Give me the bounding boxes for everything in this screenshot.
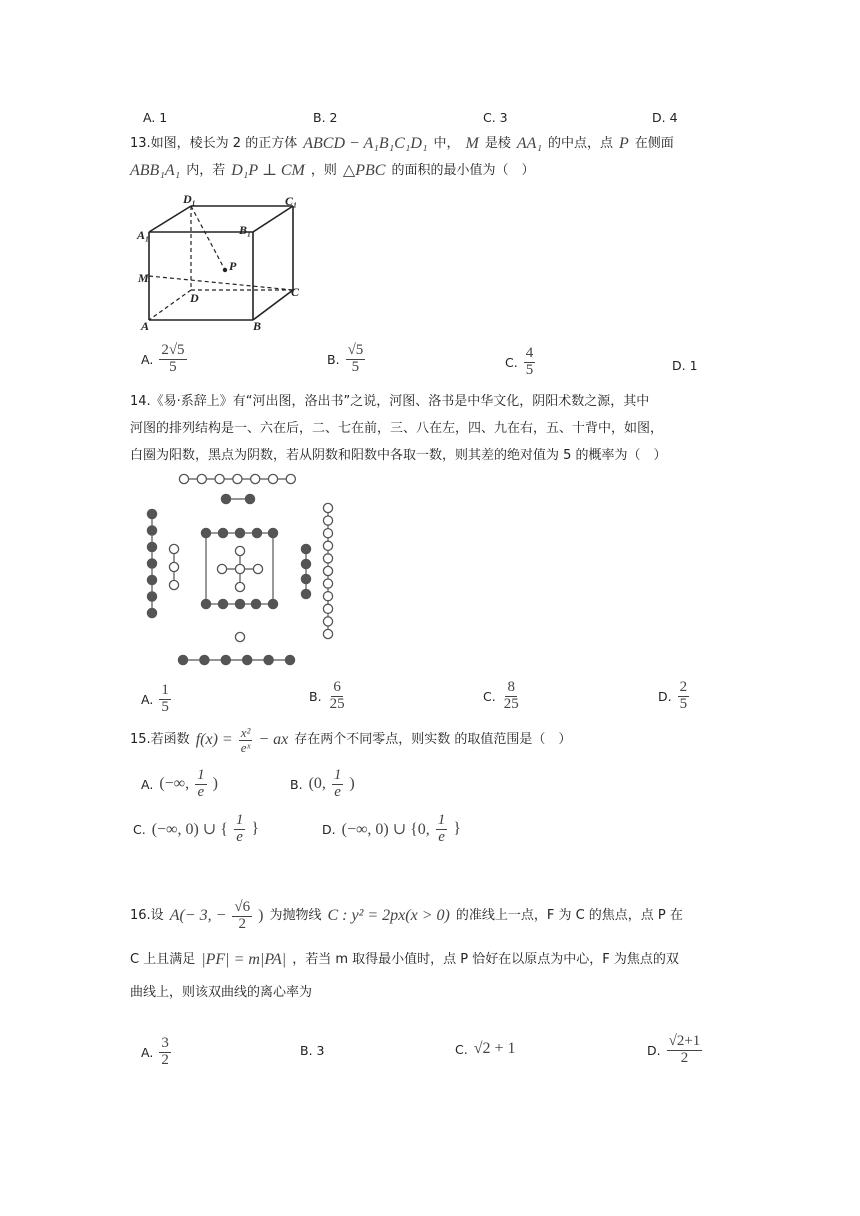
option-prefix: D.	[647, 1042, 661, 1058]
option-value: (0,	[308, 775, 326, 793]
option-prefix: B.	[327, 351, 340, 367]
option-prefix: D.	[658, 688, 672, 704]
yang-dot	[235, 546, 244, 555]
numerator: 1	[197, 767, 205, 783]
yin-dot	[268, 599, 277, 608]
q16-parabola: C : y² = 2px(x > 0)	[327, 907, 450, 925]
yin-dot	[147, 575, 156, 584]
yang-dot	[197, 474, 206, 483]
denominator: 25	[329, 695, 345, 712]
numerator: 2	[679, 679, 688, 695]
q16-point-a: A(− 3, −	[169, 907, 227, 925]
q12-option-d: D. 4	[652, 110, 678, 125]
q15-option-c	[133, 813, 259, 846]
q13-option-c	[505, 346, 535, 379]
q15-text: 15.若函数	[130, 732, 190, 748]
yang-dot	[323, 503, 332, 512]
q14-stem-line3: 白圈为阳数，黑点为阴数，若从阴数和阳数中各取一数，则其差的绝对值为 5 的概率为（ ）	[130, 448, 667, 463]
option-value: (−∞, 0) ∪ {	[151, 821, 228, 839]
q13-text: ，则	[310, 163, 337, 178]
q13-edge-aa1: AA₁	[516, 135, 542, 152]
fraction	[524, 346, 536, 379]
q16-stem-line3: 曲线上，则该双曲线的离心率为	[130, 985, 313, 1000]
q13-triangle: △PBC	[342, 162, 386, 179]
q15-option-a	[141, 768, 218, 801]
yin-dot	[251, 599, 260, 608]
option-prefix: B.	[300, 1043, 313, 1058]
option-value: }	[251, 820, 260, 838]
yang-dot	[253, 564, 262, 573]
q13-stem-line1	[130, 131, 674, 157]
fraction	[234, 813, 246, 846]
numerator: √5	[347, 342, 364, 358]
q15-text: 存在两个不同零点，则实数 的取值范围是（ ）	[294, 732, 572, 748]
fraction	[667, 1034, 703, 1067]
q13-text: 的中点，点	[548, 136, 614, 151]
q13-text: 是棱	[484, 136, 511, 151]
q13-stem-line2	[130, 158, 534, 184]
option-prefix: B.	[290, 776, 303, 792]
q13-text: 的面积的最小值为（ ）	[391, 163, 535, 178]
numerator: 4	[525, 345, 534, 361]
yin-dot	[301, 544, 310, 553]
denominator: e	[438, 828, 445, 845]
yin-dot	[218, 528, 227, 537]
label-b: B	[253, 319, 262, 332]
q16-point-fraction	[232, 900, 252, 933]
yin-dot	[218, 599, 227, 608]
yang-dot	[169, 562, 178, 571]
yang-dot	[268, 474, 277, 483]
yin-dot	[221, 494, 230, 503]
q16-text: 为抛物线	[269, 908, 322, 924]
q16-text: C 上且满足	[130, 952, 196, 967]
option-value: (−∞,	[159, 775, 190, 793]
numerator: 8	[507, 679, 515, 695]
numerator: x²	[240, 725, 251, 740]
q15-function-rhs: − ax	[258, 731, 289, 749]
q14-option-a	[141, 683, 171, 716]
q15-function-lhs: f(x) =	[195, 731, 233, 749]
fraction	[502, 680, 521, 713]
label-p: P	[229, 259, 237, 273]
label-a: A	[141, 319, 150, 332]
q13-text: 13.如图，棱长为 2 的正方体	[130, 136, 298, 151]
q16-stem-line1	[130, 900, 683, 933]
yang-dot	[235, 582, 244, 591]
denominator: 2	[680, 1049, 689, 1066]
option-prefix: C.	[483, 688, 496, 704]
yang-dot	[217, 564, 226, 573]
fraction	[678, 680, 690, 713]
q13-text: 在侧面	[634, 136, 674, 151]
yin-dot	[245, 494, 254, 503]
yang-dot	[323, 604, 332, 613]
q13-option-d	[672, 358, 698, 373]
yin-dot	[201, 528, 210, 537]
yang-dot	[323, 592, 332, 601]
q14-stem-line2: 河图的排列结构是一、六在后，二、七在前，三、八在左，四、九在右，五、十背中，如图，	[130, 421, 664, 436]
yin-dot	[243, 655, 252, 664]
numerator: 6	[333, 679, 341, 695]
q13-face: ABB₁A₁	[130, 162, 181, 179]
fraction	[436, 813, 448, 846]
yang-dot	[323, 554, 332, 563]
option-prefix: C.	[133, 821, 146, 837]
option-value: √2 + 1	[473, 1040, 516, 1057]
denominator: 5	[351, 358, 360, 375]
q16-point-close: )	[258, 907, 264, 925]
yin-dot	[147, 526, 156, 535]
yin-dot	[301, 589, 310, 598]
option-value: 3	[316, 1043, 325, 1058]
q16-option-c	[455, 1040, 516, 1058]
option-value: )	[212, 775, 218, 793]
q15-option-d	[322, 813, 461, 846]
q16-condition: |PF| = m|PA|	[201, 951, 287, 968]
yin-dot	[147, 559, 156, 568]
yang-dot	[215, 474, 224, 483]
denominator: 5	[169, 358, 177, 375]
denominator: e	[334, 783, 341, 800]
q13-point-m: M	[465, 135, 479, 152]
yang-dot	[235, 564, 244, 573]
q15-function-fraction	[239, 726, 253, 754]
yang-dot	[235, 632, 244, 641]
q13-cube-name: ABCD − A₁B₁C₁D₁	[303, 135, 428, 152]
q16-text: ，若当 m 取得最小值时，点 P 恰好在以原点为中心，F 为焦点的双	[292, 952, 679, 967]
yang-dot	[323, 579, 332, 588]
q13-text: 内，若	[186, 163, 226, 178]
fraction	[195, 768, 207, 801]
option-value: )	[349, 775, 355, 793]
q14-option-c	[483, 680, 521, 713]
numerator: 1	[235, 812, 244, 828]
q13-point-p: P	[619, 135, 629, 152]
option-value: }	[453, 820, 461, 838]
q14-option-d	[658, 680, 689, 713]
label-d1: D₁	[183, 192, 196, 206]
yin-dot	[252, 528, 261, 537]
option-prefix: D.	[672, 358, 686, 373]
q12-option-c: C. 3	[483, 110, 508, 125]
yang-dot	[323, 566, 332, 575]
denominator: e	[236, 828, 243, 845]
label-c1: C₁	[285, 194, 298, 208]
q16-text: 的准线上一点，F 为 C 的焦点，点 P 在	[455, 908, 683, 924]
label-b1: B₁	[239, 223, 252, 237]
q12-option-a: A. 1	[143, 110, 168, 125]
yang-dot	[323, 529, 332, 538]
option-prefix: A.	[141, 691, 154, 707]
yin-dot	[147, 542, 156, 551]
yin-dot	[235, 528, 244, 537]
option-prefix: B.	[309, 688, 322, 704]
numerator: 3	[161, 1035, 169, 1051]
numerator: √2+1	[668, 1033, 701, 1049]
numerator: 1	[333, 767, 342, 783]
q15-stem	[130, 726, 571, 754]
denominator: 5	[161, 698, 169, 715]
option-prefix: C.	[455, 1041, 468, 1057]
yang-dot	[169, 580, 178, 589]
denominator: 5	[679, 695, 688, 712]
q13-cube-figure	[135, 192, 310, 332]
numerator: √6	[234, 899, 251, 915]
q14-stem-line1: 14.《易·系辞上》有“河出图，洛出书”之说，河图、洛书是中华文化，阴阳术数之源，其中	[130, 394, 650, 409]
denominator: 2	[238, 915, 246, 932]
fraction	[328, 680, 347, 713]
label-c: C	[291, 285, 300, 299]
yin-dot	[147, 592, 156, 601]
fraction	[159, 1036, 171, 1069]
denominator: e	[197, 783, 205, 800]
option-prefix: D.	[322, 821, 336, 837]
yin-dot	[285, 655, 294, 664]
q14-hetu-figure	[140, 470, 340, 670]
q13-condition: D₁P ⊥ CM	[231, 162, 305, 179]
q16-option-b	[300, 1043, 325, 1058]
yang-dot	[323, 617, 332, 626]
yin-dot	[301, 574, 310, 583]
option-prefix: A.	[141, 351, 154, 367]
q16-text: 16.设	[130, 908, 164, 924]
denominator: 25	[503, 695, 519, 712]
yin-dot	[264, 655, 273, 664]
yang-dot	[323, 516, 332, 525]
yang-dot	[251, 474, 260, 483]
q13-text: 中，	[433, 136, 460, 151]
yin-dot	[301, 559, 310, 568]
q14-option-b	[309, 680, 347, 713]
fraction	[159, 343, 186, 376]
label-a1: A₁	[137, 228, 150, 242]
option-prefix: A.	[141, 776, 154, 792]
numerator: 1	[161, 682, 169, 698]
fraction	[159, 683, 171, 716]
label-d: D	[190, 291, 199, 305]
yin-dot	[147, 509, 156, 518]
yin-dot	[221, 655, 230, 664]
yin-dot	[147, 608, 156, 617]
yang-dot	[323, 629, 332, 638]
yang-dot	[286, 474, 295, 483]
yin-dot	[201, 599, 210, 608]
numerator: 2√5	[161, 342, 185, 358]
denominator: eˣ	[240, 739, 251, 755]
option-prefix: C.	[505, 354, 518, 370]
yin-dot	[268, 528, 277, 537]
yin-dot	[178, 655, 187, 664]
fraction	[332, 768, 344, 801]
q13-option-a	[141, 343, 187, 376]
yin-dot	[200, 655, 209, 664]
q13-option-b	[327, 343, 365, 376]
q15-option-b	[290, 768, 355, 801]
option-prefix: A.	[141, 1044, 154, 1060]
yang-dot	[233, 474, 242, 483]
denominator: 2	[161, 1051, 169, 1068]
fraction	[346, 343, 366, 376]
option-value: 1	[689, 358, 698, 373]
q12-option-b: B. 2	[313, 110, 338, 125]
numerator: 1	[437, 812, 446, 828]
q16-option-d	[647, 1034, 702, 1067]
denominator: 5	[525, 361, 534, 378]
yang-dot	[323, 541, 332, 550]
q16-option-a	[141, 1036, 171, 1069]
label-m: M	[138, 271, 149, 285]
yang-dot	[179, 474, 188, 483]
yin-dot	[235, 599, 244, 608]
q16-stem-line2	[130, 947, 679, 973]
option-value: (−∞, 0) ∪ {0,	[341, 821, 430, 839]
yang-dot	[169, 544, 178, 553]
